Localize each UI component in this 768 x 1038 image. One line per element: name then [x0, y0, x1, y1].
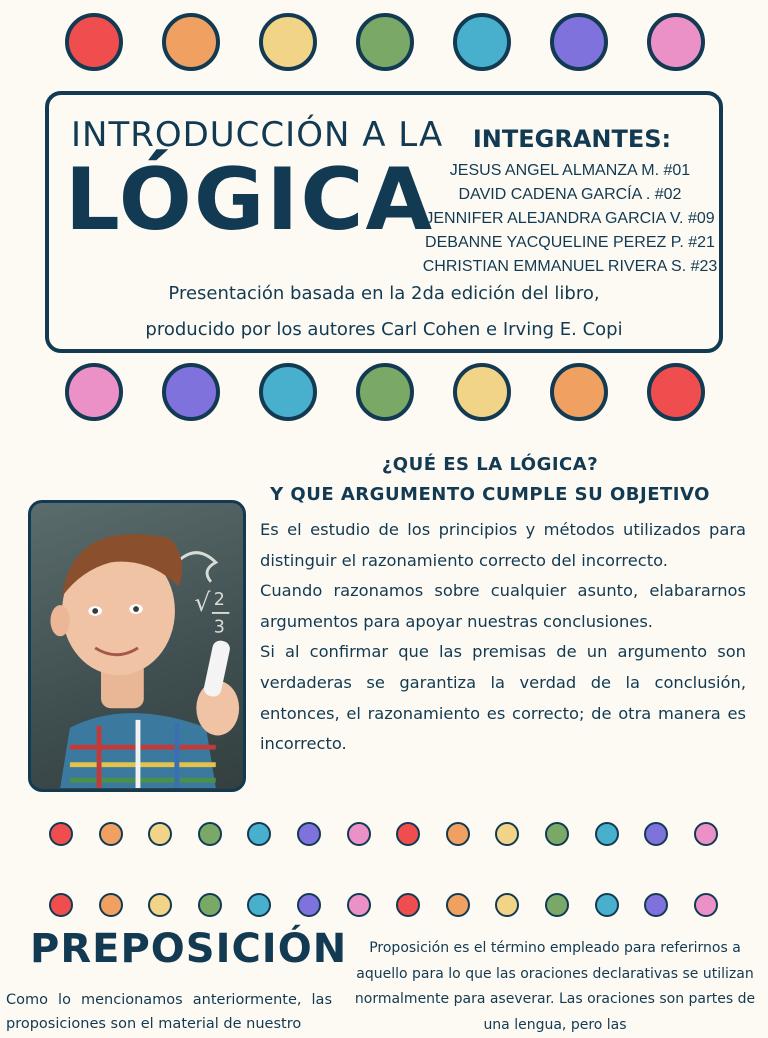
color-dot: [99, 822, 123, 846]
member-item: JESUS ANGEL ALMANZA M. #01: [449, 162, 691, 179]
color-dot: [259, 363, 317, 421]
paragraph: Si al confirmar que las premisas de un argumento son verdaderas se garantiza la verdad de la conclusión, entonces, el razonamiento es correcto; de otra manera es incorrecto.: [260, 642, 746, 754]
color-dot: [495, 893, 519, 917]
color-dot: [259, 13, 317, 71]
member-list: [415, 159, 725, 279]
color-dot: [396, 893, 420, 917]
boy-illustration: [31, 503, 243, 789]
color-dot: [453, 13, 511, 71]
integrantes-title: INTEGRANTES:: [472, 125, 672, 153]
color-dot: [148, 822, 172, 846]
subtitle-line-1: Presentación basada en la 2da edición del libro,: [168, 283, 600, 304]
section-heading-line-1: ¿QUÉ ES LA LÓGICA?: [381, 454, 599, 475]
svg-text:√: √: [194, 587, 211, 617]
color-dot: [545, 893, 569, 917]
color-dot: [162, 363, 220, 421]
color-dot: [644, 893, 668, 917]
color-dot: [356, 363, 414, 421]
color-dot: [545, 822, 569, 846]
title-card: [45, 91, 723, 353]
color-dot: [453, 363, 511, 421]
member-item: DAVID CADENA GARCÍA . #02: [458, 186, 682, 203]
section-title: PREPOSICIÓN: [30, 926, 348, 972]
color-dot: [198, 893, 222, 917]
svg-text:3: 3: [213, 617, 225, 638]
color-dot: [694, 822, 718, 846]
color-dot: [644, 822, 668, 846]
member-item: JENNIFER ALEJANDRA GARCIA V. #09: [425, 210, 715, 227]
logic-body-text: [260, 515, 746, 760]
svg-text:2: 2: [213, 590, 225, 611]
member-item: CHRISTIAN EMMANUEL RIVERA S. #23: [422, 258, 718, 275]
color-dot: [49, 893, 73, 917]
color-dot: [647, 363, 705, 421]
color-dot: [595, 822, 619, 846]
color-dot: [396, 822, 420, 846]
color-dot: [356, 13, 414, 71]
color-dot: [647, 13, 705, 71]
subtitle-line-2: producido por los autores Carl Cohen e Irving E. Copi: [145, 319, 623, 340]
color-dot: [347, 822, 371, 846]
color-dot: [247, 893, 271, 917]
color-dot: [99, 893, 123, 917]
color-dot: [347, 893, 371, 917]
color-dot: [446, 822, 470, 846]
color-dot: [148, 893, 172, 917]
intro-line: INTRODUCCIÓN A LA: [71, 115, 444, 155]
paragraph: Es el estudio de los principios y métodos utilizados para distinguir el razonamiento correcto del incorrecto.: [260, 520, 746, 570]
color-dot: [595, 893, 619, 917]
color-dot: [495, 822, 519, 846]
prep-right-text: Proposición es el término empleado para referirnos a aquello para lo que las oraciones declarativas se utilizan normalmente para aseverar. Las oraciones son partes de una lengua, pero las: [354, 940, 756, 1033]
color-dot: [247, 822, 271, 846]
paragraph: Cuando razonamos sobre cualquier asunto, elabararnos argumentos para apoyar nuestras conclusiones.: [260, 581, 746, 631]
main-title: LÓGICA: [65, 150, 435, 250]
color-dot: [297, 893, 321, 917]
prep-left-text: Como lo mencionamos anteriormente, las proposiciones son el material de nuestro: [6, 992, 332, 1032]
boy-with-chalk-photo: [28, 500, 246, 792]
color-dot: [65, 13, 123, 71]
color-dot: [65, 363, 123, 421]
color-dot: [49, 822, 73, 846]
color-dot: [446, 893, 470, 917]
color-dot: [162, 13, 220, 71]
section-heading-line-2: Y QUE ARGUMENTO CUMPLE SU OBJETIVO: [270, 484, 710, 505]
color-dot: [550, 363, 608, 421]
color-dot: [550, 13, 608, 71]
color-dot: [297, 822, 321, 846]
member-item: DEBANNE YACQUELINE PEREZ P. #21: [425, 234, 715, 251]
color-dot: [694, 893, 718, 917]
color-dot: [198, 822, 222, 846]
